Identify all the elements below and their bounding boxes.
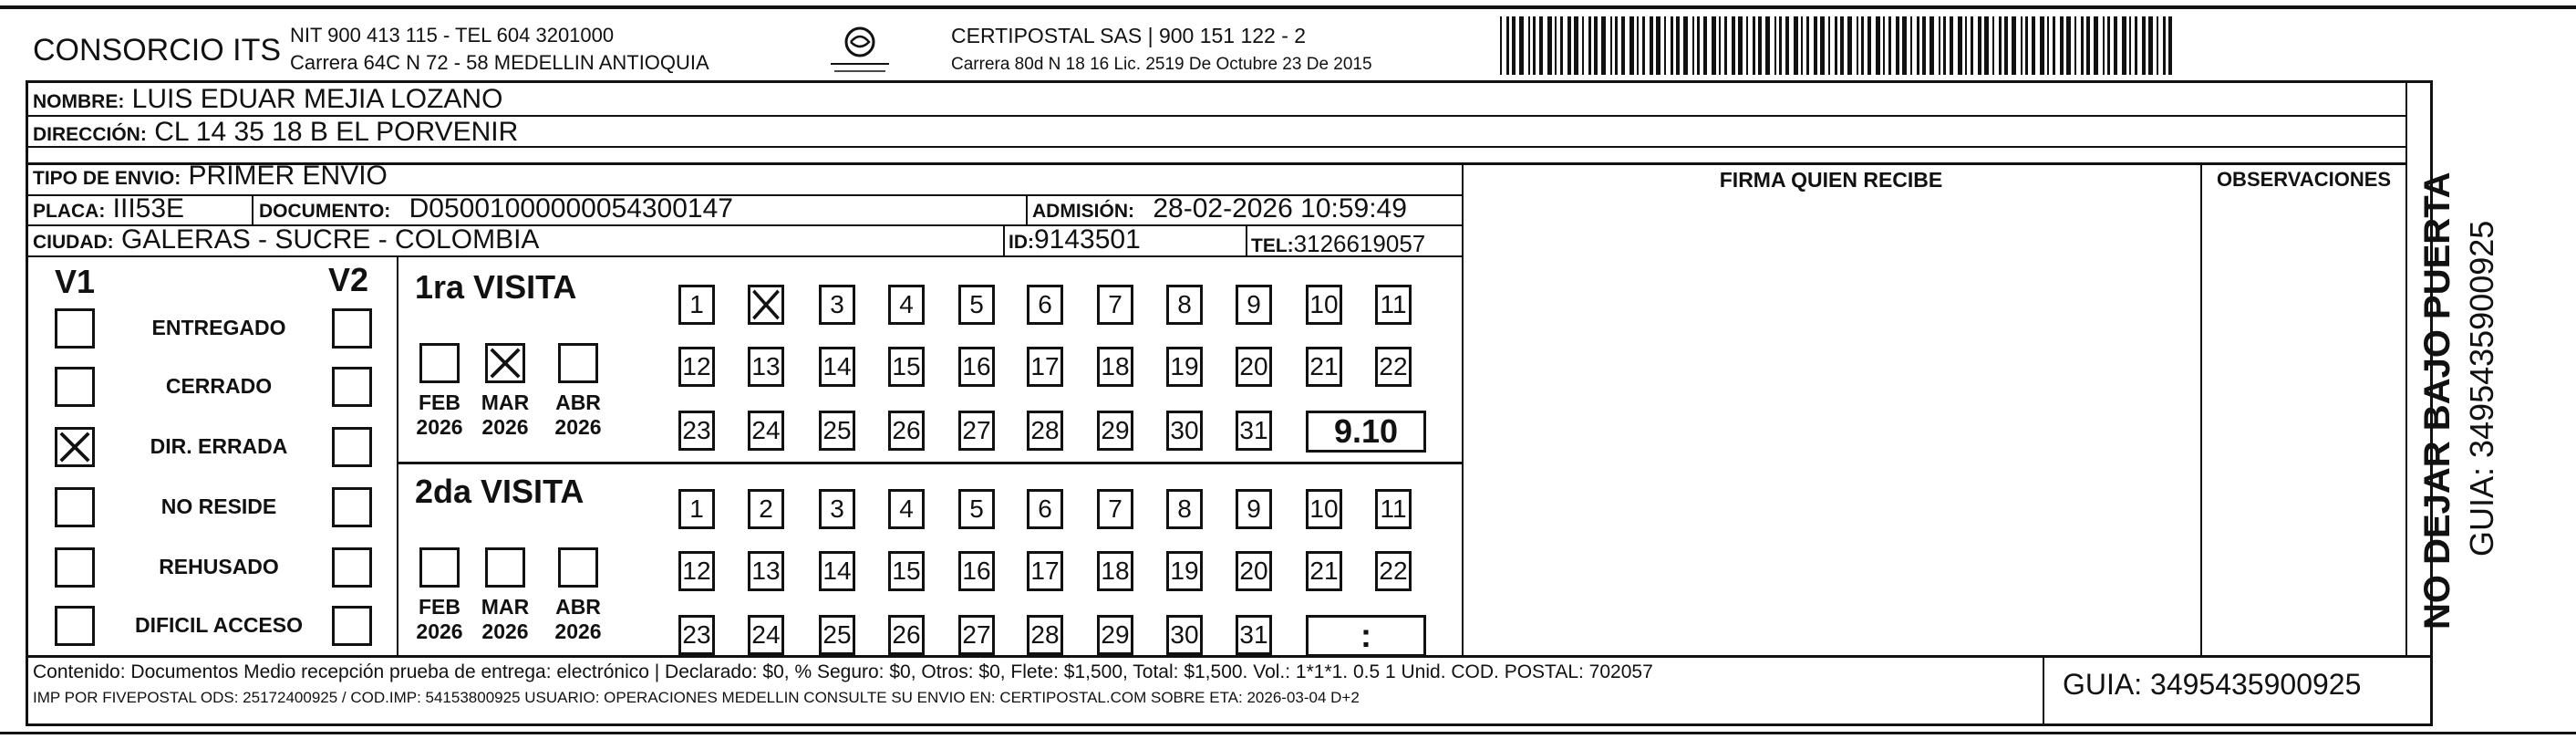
barcode-bar: [1820, 16, 1825, 75]
day-box[interactable]: 24: [748, 411, 784, 451]
day-box[interactable]: 5: [958, 489, 995, 529]
v1-checkbox[interactable]: [55, 487, 95, 527]
month-label: MAR 2026: [481, 595, 530, 643]
barcode-bar: [2142, 16, 2146, 75]
barcode-bar: [1779, 16, 1782, 75]
day-box[interactable]: 12: [678, 347, 715, 387]
barcode-bar: [2074, 16, 2076, 75]
day-box[interactable]: 11: [1375, 489, 1412, 529]
day-box[interactable]: 19: [1166, 551, 1203, 591]
day-box[interactable]: 31: [1236, 615, 1272, 655]
barcode-bar: [1758, 16, 1762, 75]
month-label: ABR 2026: [554, 390, 602, 439]
day-box[interactable]: 10: [1306, 285, 1342, 325]
barcode-bar: [1560, 16, 1563, 75]
barcode-bar: [2094, 16, 2098, 75]
barcode-bar: [1943, 16, 1946, 75]
barcode-bar: [1500, 16, 1502, 75]
barcode-bar: [1861, 16, 1864, 75]
company-nit: NIT 900 413 115 - TEL 604 3201000: [290, 24, 615, 47]
barcode-bar: [1774, 16, 1776, 75]
barcode-bar: [1574, 16, 1578, 75]
status-label: DIR. ERRADA: [150, 434, 288, 458]
barcode-bar: [1835, 16, 1837, 75]
day-box[interactable]: 15: [888, 347, 925, 387]
status-label: REHUSADO: [159, 555, 279, 578]
barcode-bar: [1650, 16, 1653, 75]
barcode-bar: [1950, 16, 1953, 75]
barcode-bar: [2032, 16, 2035, 75]
barcode-bar: [1732, 16, 1735, 75]
day-box[interactable]: 19: [1166, 347, 1203, 387]
day-box[interactable]: 22: [1375, 347, 1412, 387]
barcode-bar: [1506, 16, 1509, 75]
day-box[interactable]: 4: [888, 285, 925, 325]
barcode-bar: [1610, 16, 1612, 75]
status-label: NO RESIDE: [160, 494, 277, 518]
visit-time[interactable]: 9.10: [1306, 411, 1426, 453]
day-box[interactable]: 6: [1027, 489, 1063, 529]
day-box[interactable]: 7: [1097, 285, 1133, 325]
barcode-bar: [2012, 16, 2016, 75]
day-box[interactable]: 17: [1027, 551, 1063, 591]
day-box[interactable]: 21: [1306, 551, 1342, 591]
barcode-bar: [2060, 16, 2064, 75]
month-label: MAR 2026: [481, 390, 530, 439]
barcode-bar: [1601, 16, 1606, 75]
day-box[interactable]: 31: [1236, 411, 1272, 451]
barcode-bar: [1594, 16, 1598, 75]
barcode-bar: [1533, 16, 1536, 75]
status-label: ENTREGADO: [151, 316, 286, 339]
day-box[interactable]: 16: [958, 347, 995, 387]
barcode-bar: [1922, 16, 1926, 75]
footer-guia: GUIA: 3495435900925: [2063, 668, 2362, 701]
month-checkbox[interactable]: [485, 343, 525, 383]
day-box[interactable]: 9: [1236, 285, 1272, 325]
tel-label: TEL:: [1251, 235, 1294, 256]
day-box[interactable]: 21: [1306, 347, 1342, 387]
barcode-bar: [1703, 16, 1707, 75]
visit-time[interactable]: :: [1306, 615, 1426, 657]
bottom-rule: [0, 732, 2576, 734]
day-box[interactable]: 22: [1375, 551, 1412, 591]
day-box[interactable]: 23: [678, 615, 715, 655]
barcode-bar: [1999, 16, 2002, 75]
barcode-bar: [1917, 16, 1919, 75]
barcode-bar: [1794, 16, 1798, 75]
barcode-bar: [1978, 16, 1981, 75]
barcode-bar: [1555, 16, 1557, 75]
barcode-bar: [1828, 16, 1830, 75]
barcode-bar: [1528, 16, 1530, 75]
admision-row: [1032, 193, 1407, 227]
v2-label: V2: [328, 261, 369, 298]
day-box[interactable]: 9: [1236, 489, 1272, 529]
day-box[interactable]: 10: [1306, 489, 1342, 529]
barcode-bar: [1683, 16, 1688, 75]
barcode-bar: [1676, 16, 1680, 75]
barcode-bar: [1512, 16, 1516, 75]
barcode-bar: [2086, 16, 2090, 75]
day-box[interactable]: 30: [1166, 411, 1203, 451]
day-box[interactable]: 7: [1097, 489, 1133, 529]
day-box[interactable]: 5: [958, 285, 995, 325]
barcode-bar: [1857, 16, 1858, 75]
day-box[interactable]: 8: [1166, 285, 1203, 325]
barcode-bar: [2168, 16, 2172, 75]
month-checkbox[interactable]: [558, 547, 598, 588]
day-box[interactable]: 18: [1097, 347, 1133, 387]
v2-checkbox[interactable]: [332, 367, 372, 407]
barcode-bar: [1888, 16, 1891, 75]
barcode-bar: [1847, 16, 1852, 75]
barcode-bar: [1814, 16, 1817, 75]
day-box[interactable]: 3: [819, 489, 855, 529]
certipostal-logo: [814, 24, 905, 77]
admision-value: 28-02-2026 10:59:49: [1153, 193, 1407, 224]
v1-checkbox[interactable]: [55, 547, 95, 588]
day-box[interactable]: 14: [819, 347, 855, 387]
barcode-bar: [1629, 16, 1634, 75]
tipo-value: PRIMER ENVIO: [188, 161, 388, 191]
barcode-bar: [1588, 16, 1591, 75]
courier-address: Carrera 80d N 18 16 Lic. 2519 De Octubre 23 De 2015: [951, 55, 1372, 74]
tel-row: [1251, 228, 1425, 262]
barcode-bar: [2148, 16, 2153, 75]
barcode-bar: [2047, 16, 2049, 75]
barcode-bar: [1671, 16, 1673, 75]
day-box[interactable]: 1: [678, 285, 715, 325]
barcode-bar: [1582, 16, 1584, 75]
barcode-bar: [1939, 16, 1940, 75]
v2-checkbox[interactable]: [332, 487, 372, 527]
day-box[interactable]: 26: [888, 411, 925, 451]
ciudad-label: CIUDAD:: [33, 232, 114, 253]
id-row: [1009, 224, 1141, 258]
month-checkbox[interactable]: [419, 343, 460, 383]
barcode-bar: [1547, 16, 1552, 75]
barcode-bar: [2157, 16, 2158, 75]
day-box[interactable]: 17: [1027, 347, 1063, 387]
barcode-bar: [1615, 16, 1618, 75]
visit-title: 1ra VISITA: [415, 268, 577, 306]
company-name: CONSORCIO ITS: [33, 33, 282, 68]
day-box[interactable]: 25: [819, 411, 855, 451]
v1-checkbox[interactable]: [55, 427, 95, 467]
firma-label: FIRMA QUIEN RECIBE: [1719, 168, 1943, 192]
barcode-bar: [1738, 16, 1743, 75]
day-box[interactable]: 6: [1027, 285, 1063, 325]
company-address: Carrera 64C N 72 - 58 MEDELLIN ANTIOQUIA: [290, 51, 709, 74]
barcode-bar: [1876, 16, 1880, 75]
placa-value: III53E: [112, 193, 185, 224]
barcode-bar: [1867, 16, 1871, 75]
month-checkbox[interactable]: [558, 343, 598, 383]
placa-label: PLACA:: [33, 201, 106, 222]
month-checkbox[interactable]: [485, 547, 525, 588]
barcode-bar: [1971, 16, 1973, 75]
barcode-bar: [1637, 16, 1639, 75]
barcode-bar: [2025, 16, 2028, 75]
month-label: FEB 2026: [416, 390, 463, 439]
documento-label: DOCUMENTO:: [259, 201, 391, 222]
barcode-bar: [1785, 16, 1789, 75]
tel-value: 3126619057: [1293, 230, 1426, 257]
id-value: 9143501: [1034, 224, 1141, 255]
day-box[interactable]: 26: [888, 615, 925, 655]
day-box[interactable]: 1: [678, 489, 715, 529]
barcode-bar: [1765, 16, 1770, 75]
day-box[interactable]: 13: [748, 551, 784, 591]
day-box[interactable]: 14: [819, 551, 855, 591]
day-box[interactable]: 16: [958, 551, 995, 591]
barcode-bar: [1656, 16, 1660, 75]
barcode-bar: [1896, 16, 1899, 75]
barcode-bar: [2103, 16, 2105, 75]
barcode-bar: [2107, 16, 2110, 75]
day-box[interactable]: 23: [678, 411, 715, 451]
barcode-bar: [1664, 16, 1666, 75]
day-box[interactable]: 24: [748, 615, 784, 655]
day-box[interactable]: 12: [678, 551, 715, 591]
day-box[interactable]: 20: [1236, 347, 1272, 387]
footer-line-1: Contenido: Documentos Medio recepción prueba de entrega: electrónico | Declarado: $0, % Seguro: $0, Otros: $0, Flete: $1,500, Total: $1,500. Vol.: 1*1*1. 0.5 1 Unid. COD. POSTAL: 702057: [33, 661, 1653, 682]
nombre-label: NOMBRE:: [33, 91, 125, 112]
nombre-value: LUIS EDUAR MEJIA LOZANO: [131, 84, 503, 114]
day-box[interactable]: 29: [1097, 615, 1133, 655]
v2-checkbox[interactable]: [332, 547, 372, 588]
barcode: [1500, 16, 2184, 75]
barcode-bar: [2129, 16, 2131, 75]
barcode-bar: [1567, 16, 1571, 75]
barcode-bar: [1519, 16, 1524, 75]
day-box[interactable]: 2: [748, 489, 784, 529]
top-rule: [0, 5, 2576, 9]
barcode-bar: [1692, 16, 1694, 75]
barcode-bar: [2122, 16, 2126, 75]
v1-checkbox[interactable]: [55, 606, 95, 646]
barcode-bar: [1910, 16, 1912, 75]
barcode-bar: [2066, 16, 2071, 75]
day-box[interactable]: 20: [1236, 551, 1272, 591]
admision-label: ADMISIÓN:: [1032, 201, 1134, 222]
status-label: CERRADO: [165, 374, 273, 398]
barcode-bar: [1746, 16, 1748, 75]
placa-row: [33, 193, 184, 227]
day-box[interactable]: 3: [819, 285, 855, 325]
barcode-bar: [1697, 16, 1700, 75]
barcode-bar: [2163, 16, 2166, 75]
barcode-bar: [1801, 16, 1803, 75]
v1-label: V1: [55, 263, 96, 300]
direccion-row: [33, 117, 518, 151]
v2-checkbox[interactable]: [332, 308, 372, 349]
v1-checkbox[interactable]: [55, 308, 95, 349]
ciudad-value: GALERAS - SUCRE - COLOMBIA: [121, 224, 540, 255]
barcode-bar: [1753, 16, 1755, 75]
month-label: FEB 2026: [416, 595, 463, 643]
status-label: DIFICIL ACCESO: [134, 613, 303, 637]
documento-value: D05001000000054300147: [409, 193, 733, 224]
day-box[interactable]: [748, 285, 784, 325]
barcode-bar: [1883, 16, 1885, 75]
day-box[interactable]: 29: [1097, 411, 1133, 451]
day-box[interactable]: 15: [888, 551, 925, 591]
month-checkbox[interactable]: [419, 547, 460, 588]
direccion-label: DIRECCIÓN:: [33, 124, 147, 145]
nombre-row: [33, 84, 502, 118]
barcode-bar: [1992, 16, 1994, 75]
v1-checkbox[interactable]: [55, 367, 95, 407]
barcode-bar: [1719, 16, 1721, 75]
barcode-bar: [2021, 16, 2023, 75]
day-box[interactable]: 13: [748, 347, 784, 387]
day-box[interactable]: 18: [1097, 551, 1133, 591]
barcode-bar: [2135, 16, 2137, 75]
day-box[interactable]: 8: [1166, 489, 1203, 529]
day-box[interactable]: 30: [1166, 615, 1203, 655]
barcode-bar: [1621, 16, 1625, 75]
visit-title: 2da VISITA: [415, 473, 585, 510]
day-box[interactable]: 28: [1027, 615, 1063, 655]
barcode-bar: [2114, 16, 2117, 75]
documento-row: [259, 193, 733, 227]
side-guia: GUIA: 3495435900925: [2463, 220, 2500, 557]
day-box[interactable]: 4: [888, 489, 925, 529]
month-label: ABR 2026: [554, 595, 602, 643]
tipo-label: TIPO DE ENVIO:: [33, 168, 181, 189]
barcode-bar: [1965, 16, 1967, 75]
day-box[interactable]: 25: [819, 615, 855, 655]
barcode-bar: [2081, 16, 2084, 75]
barcode-bar: [1958, 16, 1962, 75]
barcode-bar: [2040, 16, 2044, 75]
barcode-bar: [1539, 16, 1543, 75]
ciudad-row: [33, 224, 539, 258]
day-box[interactable]: 27: [958, 615, 995, 655]
barcode-bar: [1724, 16, 1727, 75]
day-box[interactable]: 28: [1027, 411, 1063, 451]
barcode-bar: [2004, 16, 2008, 75]
day-box[interactable]: 27: [958, 411, 995, 451]
observaciones-label: OBSERVACIONES: [2216, 168, 2392, 191]
day-box[interactable]: 11: [1375, 285, 1412, 325]
barcode-bar: [1642, 16, 1645, 75]
v2-checkbox[interactable]: [332, 606, 372, 646]
id-label: ID:: [1009, 232, 1034, 253]
v2-checkbox[interactable]: [332, 427, 372, 467]
barcode-bar: [1929, 16, 1934, 75]
barcode-bar: [2053, 16, 2055, 75]
barcode-bar: [1806, 16, 1809, 75]
footer-line-2: IMP POR FIVEPOSTAL ODS: 25172400925 / COD.IMP: 54153800925 USUARIO: OPERACIONES MEDELLIN CONSULTE SU ENVIO EN: CERTIPOSTAL.COM SOBRE ETA: 2026-03-04 D+2: [33, 689, 1360, 706]
barcode-bar: [1712, 16, 1716, 75]
side-notice: NO DEJAR BAJO PUERTA: [2417, 172, 2457, 630]
direccion-value: CL 14 35 18 B EL PORVENIR: [154, 117, 519, 147]
barcode-bar: [1902, 16, 1907, 75]
barcode-bar: [1984, 16, 1989, 75]
barcode-bar: [1840, 16, 1844, 75]
tipo-row: [33, 161, 388, 194]
courier-name: CERTIPOSTAL SAS | 900 151 122 - 2: [951, 24, 1307, 47]
